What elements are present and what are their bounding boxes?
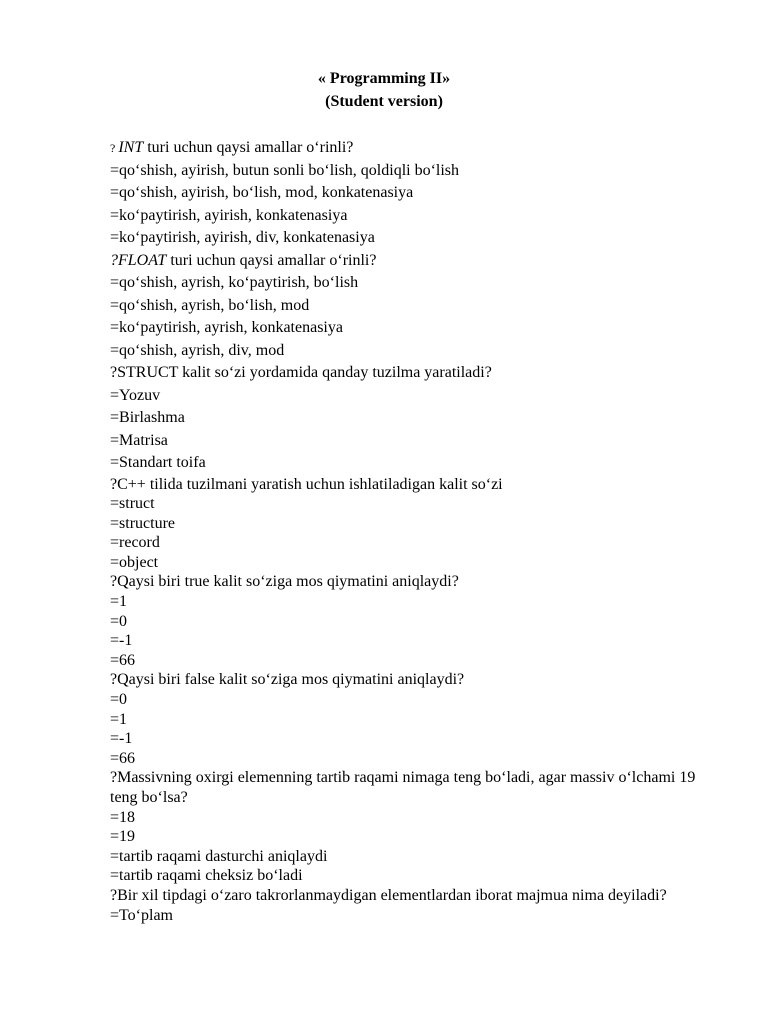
- answer-line: =Yozuv: [110, 386, 161, 404]
- answer-line: =1: [110, 710, 128, 728]
- answer-line: =qo‘shish, ayrish, bo‘lish, mod: [110, 296, 310, 314]
- answer-line: =18: [110, 808, 136, 826]
- question-line: ?Bir xil tipdagi o‘zaro takrorlanmaydigan elementlardan iborat majmua nima deyiladi?: [110, 886, 667, 904]
- answer-line: =1: [110, 593, 128, 611]
- answer-line: =To‘plam: [110, 906, 173, 924]
- answer-line: =ko‘paytirish, ayirish, div, konkatenasiya: [110, 229, 375, 246]
- answer-line: =Standart toifa: [110, 454, 206, 471]
- answer-line: =Matrisa: [110, 431, 168, 449]
- question-line: ?C++ tilida tuzilmani yaratish uchun ishlatiladigan kalit so‘zi: [110, 475, 503, 493]
- answer-line: =object: [110, 553, 159, 571]
- question-line: ?Massivning oxirgi elemenning tartib raqami nimaga teng bo‘ladi, agar massiv o‘lchami 19 teng bo‘lsa?: [110, 769, 696, 806]
- answer-line: =qo‘shish, ayirish, butun sonli bo‘lish, qoldiqli bo‘lish: [110, 161, 460, 179]
- answer-line: =qo‘shish, ayrish, ko‘paytirish, bo‘lish: [110, 274, 359, 291]
- answer-line: =0: [110, 691, 128, 709]
- answer-line: =qo‘shish, ayirish, bo‘lish, mod, konkatenasiya: [110, 184, 414, 201]
- answer-line: =qo‘shish, ayrish, div, mod: [110, 341, 285, 359]
- answer-line: =record: [110, 534, 160, 552]
- question-line: [110, 250, 700, 273]
- question-line: ?STRUCT kalit so‘zi yordamida qanday tuzilma yaratiladi?: [110, 364, 492, 381]
- answer-line: =ko‘paytirish, ayirish, konkatenasiya: [110, 206, 348, 224]
- question-line: ?Qaysi biri true kalit so‘ziga mos qiymatini aniqlaydi?: [110, 573, 459, 591]
- answer-line: =tartib raqami cheksiz bo‘ladi: [110, 867, 303, 885]
- question-keyword: INT: [118, 139, 144, 156]
- answer-line: =-1: [110, 730, 133, 748]
- answer-line: =struct: [110, 495, 155, 513]
- answer-line: =Birlashma: [110, 409, 185, 426]
- question-keyword: ?FLOAT: [110, 251, 167, 269]
- answer-line: =66: [110, 651, 136, 669]
- question-line: [110, 137, 700, 160]
- question-text: turi uchun qaysi amallar o‘rinli?: [166, 251, 377, 269]
- question-text: turi uchun qaysi amallar o‘rinli?: [143, 139, 354, 156]
- answer-line: =structure: [110, 514, 175, 532]
- answer-line: =ko‘paytirish, ayrish, konkatenasiya: [110, 319, 343, 336]
- question-list: [110, 137, 700, 925]
- question-line: ?Qaysi biri false kalit so‘ziga mos qiymatini aniqlaydi?: [110, 671, 465, 689]
- answer-line: =19: [110, 828, 136, 846]
- answer-line: =-1: [110, 632, 133, 650]
- answer-line: =0: [110, 612, 128, 630]
- answer-line: =tartib raqami dasturchi aniqlaydi: [110, 847, 328, 865]
- answer-line: =66: [110, 749, 136, 767]
- document-title: « Programming II»: [317, 70, 451, 87]
- document-subtitle: (Student version): [325, 93, 443, 110]
- question-prefix: ?: [110, 141, 119, 155]
